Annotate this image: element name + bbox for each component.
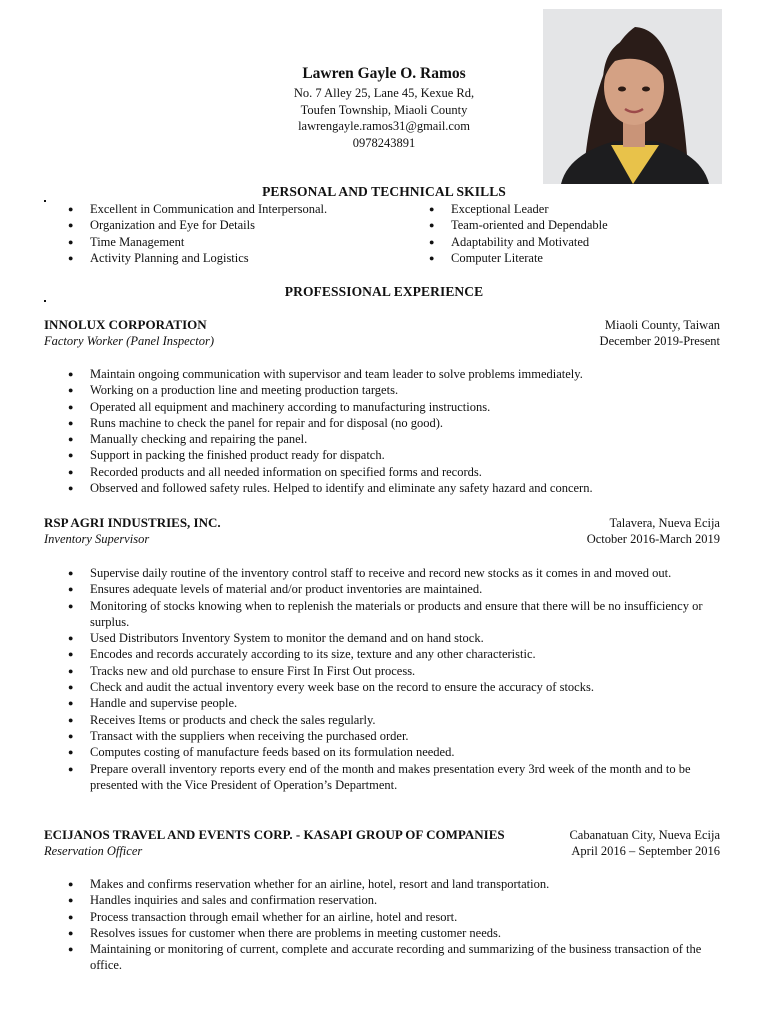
duty-item: ● Working on a production line and meeting production targets.: [46, 382, 726, 398]
duty-item: ● Makes and confirms reservation whether for an airline, hotel, resort and land transportation.: [46, 876, 726, 892]
experience-heading: PROFESSIONAL EXPERIENCE: [284, 284, 484, 299]
company-name: ECIJANOS TRAVEL AND EVENTS CORP. - KASAPI GROUP OF COMPANIES: [44, 827, 505, 842]
duty-item: ● Handle and supervise people.: [46, 695, 726, 711]
duty-item: ● Maintain ongoing communication with supervisor and team leader to solve problems immediately.: [46, 366, 726, 382]
duty-item: ● Tracks new and old purchase to ensure First In First Out process.: [46, 663, 726, 679]
duty-item: ● Encodes and records accurately according to its size, texture and any other characteristic.: [46, 646, 726, 662]
job-location: Talavera, Nueva Ecija: [609, 516, 720, 530]
duty-item: ● Resolves issues for customer when there are problems in meeting customer needs.: [46, 925, 726, 941]
skills-list-left: [46, 201, 406, 266]
job-role: Reservation Officer: [44, 844, 143, 858]
job-duties: [46, 366, 726, 496]
duty-item: ● Process transaction through email whether for an airline, hotel and resort.: [46, 909, 726, 925]
skills-heading: PERSONAL AND TECHNICAL SKILLS: [262, 184, 506, 199]
skills-list-right: [407, 201, 707, 266]
skill-item: ● Team-oriented and Dependable: [407, 217, 707, 233]
company-name: INNOLUX CORPORATION: [44, 317, 207, 332]
address-line-1: No. 7 Alley 25, Lane 45, Kexue Rd,: [293, 86, 475, 100]
phone-number: 0978243891: [352, 135, 416, 150]
duty-item: ● Handles inquiries and sales and confirmation reservation.: [46, 892, 726, 908]
skill-item: ● Excellent in Communication and Interpersonal.: [46, 201, 406, 217]
skill-item: ● Computer Literate: [407, 250, 707, 266]
job-location: Miaoli County, Taiwan: [604, 318, 720, 332]
duty-item: ● Check and audit the actual inventory every week base on the record to ensure the accuracy of stocks.: [46, 679, 726, 695]
portrait-illustration: [543, 9, 722, 184]
duty-item: ● Used Distributors Inventory System to monitor the demand and on hand stock.: [46, 630, 726, 646]
duty-item: ● Manually checking and repairing the panel.: [46, 431, 726, 447]
duty-item: ● Ensures adequate levels of material and/or product inventories are maintained.: [46, 581, 726, 597]
skill-item: ● Activity Planning and Logistics: [46, 250, 406, 266]
duty-item: ● Recorded products and all needed information on specified forms and records.: [46, 464, 726, 480]
duty-item: ● Support in packing the finished product ready for dispatch.: [46, 447, 726, 463]
company-name: RSP AGRI INDUSTRIES, INC.: [44, 515, 221, 530]
duty-item: ● Operated all equipment and machinery according to manufacturing instructions.: [46, 399, 726, 415]
job-dates: October 2016-March 2019: [586, 532, 720, 546]
skill-item: ● Exceptional Leader: [407, 201, 707, 217]
job-duties: [46, 565, 726, 793]
duty-item: ● Runs machine to check the panel for repair and for disposal (no good).: [46, 415, 726, 431]
skill-item: ● Time Management: [46, 234, 406, 250]
applicant-name: Lawren Gayle O. Ramos: [302, 65, 466, 82]
duty-item: ● Prepare overall inventory reports every end of the month and makes presentation every 3rd week of the month and to be presented with the Vice President of Operation’s Department.: [46, 761, 726, 794]
job-header: [44, 515, 720, 547]
job-role: Inventory Supervisor: [44, 532, 150, 546]
duty-item: ● Receives Items or products and check the sales regularly.: [46, 712, 726, 728]
email-address: lawrengayle.ramos31@gmail.com: [298, 119, 470, 133]
job-header: [44, 827, 720, 859]
duty-item: ● Observed and followed safety rules. Helped to identify and eliminate any safety hazard and concern.: [46, 480, 726, 496]
duty-item: ● Computes costing of manufacture feeds based on its formulation needed.: [46, 744, 726, 760]
job-dates: December 2019-Present: [599, 334, 720, 348]
profile-photo: [543, 9, 722, 184]
job-dates: April 2016 – September 2016: [571, 844, 720, 858]
skill-item: ● Organization and Eye for Details: [46, 217, 406, 233]
duty-item: ● Monitoring of stocks knowing when to replenish the materials or products and ensure that there will be no insufficiency or surplus.: [46, 598, 726, 631]
address-line-2: Toufen Township, Miaoli County: [300, 102, 468, 117]
job-duties: [46, 876, 726, 974]
skill-item: ● Adaptability and Motivated: [407, 234, 707, 250]
duty-item: ● Supervise daily routine of the inventory control staff to receive and record new stocks as it comes in and moved out.: [46, 565, 726, 581]
duty-item: ● Transact with the suppliers when receiving the purchased order.: [46, 728, 726, 744]
duty-item: ● Maintaining or monitoring of current, complete and accurate recording and summarizing of the business transaction of the office.: [46, 941, 726, 974]
job-header: [44, 317, 720, 349]
job-location: Cabanatuan City, Nueva Ecija: [569, 828, 720, 842]
bullet-dot: [44, 300, 46, 302]
job-role: Factory Worker (Panel Inspector): [44, 334, 214, 348]
